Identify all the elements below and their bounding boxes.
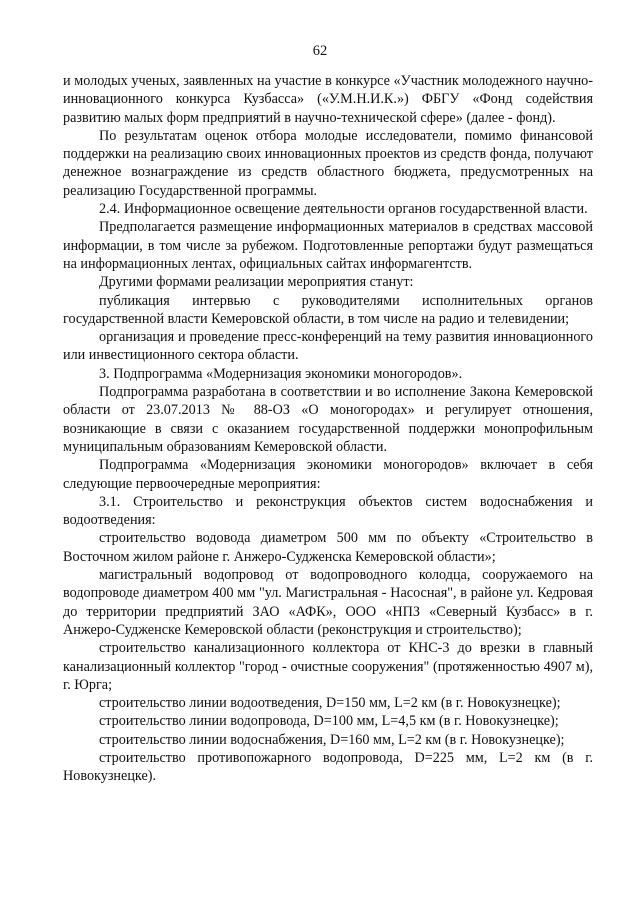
paragraph: Подпрограмма «Модернизация экономики моногородов» включает в себя следующие первоочередные мероприятия: [63, 457, 593, 492]
list-item: строительство линии водоснабжения, D=160 мм, L=2 км (в г. Новокузнецке); [99, 731, 565, 748]
list-item: строительство линии водопровода, D=100 мм, L=4,5 км (в г. Новокузнецке); [99, 713, 559, 730]
paragraph: и молодых ученых, заявленных на участие в конкурсе «Участник молодежного научно-инновационного конкурса Кузбасса» («У.М.Н.И.К.») ФБГУ «Фонд содействия развитию малых форм предприятий в научно-технической сфере» (далее - фонд). [63, 73, 593, 126]
list-item: строительство водовода диаметром 500 мм по объекту «Строительство в Восточном жилом районе г. Анжеро-Судженска Кемеровской области»; [63, 530, 593, 565]
section-heading: 2.4. Информационное освещение деятельности органов государственной власти. [99, 201, 588, 218]
paragraph: Другими формами реализации мероприятия станут: [99, 274, 414, 291]
paragraph: Предполагается размещение информационных материалов в средствах массовой информации, в том числе за рубежом. Подготовленные репортажи будут размещаться на информационных лентах, официальных сайтах информагентств. [63, 219, 593, 272]
list-item: строительство противопожарного водопровода, D=225 мм, L=2 км (в г. Новокузнецке). [63, 749, 593, 785]
list-item: строительство линии водоотведения, D=150 мм, L=2 км (в г. Новокузнецке); [99, 695, 561, 712]
paragraph: По результатам оценок отбора молодые исследователи, помимо финансовой поддержки на реализацию своих инновационных проектов из средств фонда, получают денежное вознаграждение из средств областного бюджета, предусмотренных на реализацию Государственной программы. [63, 127, 593, 199]
document-body [63, 72, 593, 786]
page-number: 62 [312, 43, 328, 59]
section-heading: 3.1. Строительство и реконструкция объектов систем водоснабжения и водоотведения: [63, 493, 593, 529]
paragraph: Подпрограмма разработана в соответствии и во исполнение Закона Кемеровской области от 23.07.2013 № 88-ОЗ «О моногородах» и регулирует отношения, возникающие в связи с оказанием государственной поддержки монопрофильным муниципальным образованиям Кемеровской области. [63, 384, 593, 455]
list-item: публикация интервью с руководителями исполнительных органов государственной власти Кемеровской области, в том числе на радио и телевидении; [63, 292, 593, 327]
list-item: магистральный водопровод от водопроводного колодца, сооружаемого на водопроводе диаметром 400 мм "ул. Магистральная - Насосная", в районе ул. Кедровая до территории предприятий ЗАО «АФК», ООО «НПЗ «Северный Кузбасс» в г. Анжеро-Судженске Кемеровской области (реконструкция и строительство); [63, 567, 593, 638]
list-item: строительство канализационного коллектора от КНС-3 до врезки в главный канализационный коллектор "город - очистные сооружения" (протяженностью 4907 м), г. Юрга; [63, 640, 593, 693]
section-heading: 3. Подпрограмма «Модернизация экономики моногородов». [99, 365, 463, 382]
list-item: организация и проведение пресс-конференций на тему развития инновационного или инвестиционного сектора области. [63, 329, 593, 364]
